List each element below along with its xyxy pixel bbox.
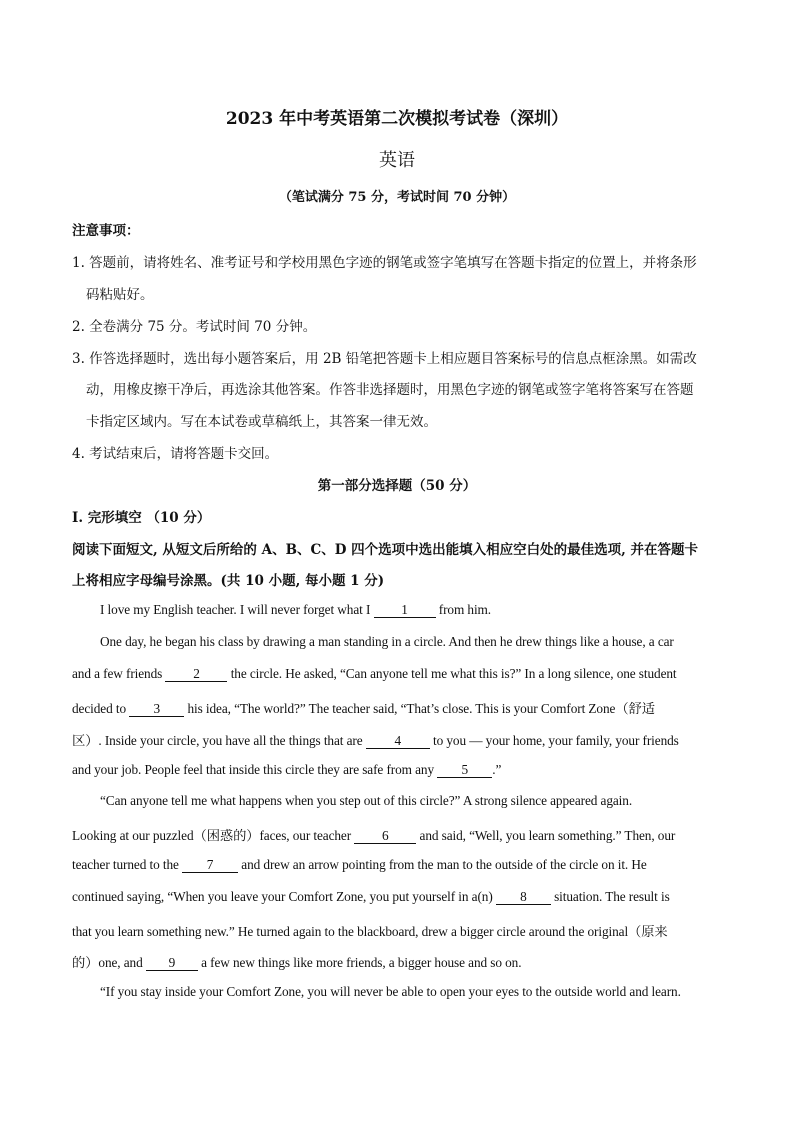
passage-line: 的）one, and 9 a few new things like more friends, a bigger house and so on. — [72, 955, 522, 970]
score-time-note: （笔试满分 75 分，考试时间 70 分钟） — [278, 190, 516, 205]
notice-item-3-cont: 动，用橡皮擦干净后，再选涂其他答案。作答非选择题时，用黑色字迹的钢笔或签字笔将答案写在答题 — [86, 382, 694, 398]
passage-line: 区）. Inside your circle, you have all the things that are 4 to you — your home, your family, your friends — [72, 733, 679, 748]
notice-item-4: 4. 考试结束后，请将答题卡交回。 — [72, 446, 279, 462]
passage-line: and your job. People feel that inside this circle they are safe from any 5 .” — [72, 762, 502, 777]
notice-item-2: 2. 全卷满分 75 分。考试时间 70 分钟。 — [72, 319, 317, 335]
passage-line: continued saying, “When you leave your Comfort Zone, you put yourself in a(n) 8 situation. The result is — [72, 889, 670, 904]
blank-6: 6 — [354, 829, 416, 844]
notice-item-3-cont2: 卡指定区域内。写在本试卷或草稿纸上，其答案一律无效。 — [86, 414, 437, 430]
blank-5: 5 — [437, 763, 492, 778]
passage-line: Looking at our puzzled（困惑的）faces, our teacher 6 and said, “Well, you learn something.” Then, our — [72, 828, 676, 843]
blank-1: 1 — [374, 603, 436, 618]
notice-heading: 注意事项： — [72, 223, 140, 239]
blank-9: 9 — [146, 956, 198, 971]
blank-3: 3 — [129, 702, 184, 717]
notice-item-1-cont: 码粘贴好。 — [86, 287, 154, 303]
passage-line: I love my English teacher. I will never forget what I 1 from him. — [100, 602, 492, 617]
passage-line: “Can anyone tell me what happens when you step out of this circle?” A strong silence appeared again. — [100, 793, 633, 808]
exam-title: 2023 年中考英语第二次模拟考试卷（深圳） — [225, 109, 569, 129]
part-title: I. 完形填空 （10 分） — [72, 510, 211, 526]
passage-line: that you learn something new.” He turned again to the blackboard, drew a bigger circle around the original（原来 — [72, 924, 668, 939]
passage-line: “If you stay inside your Comfort Zone, you will never be able to open your eyes to the outside world and learn. — [100, 984, 681, 999]
instructions-line-1: 阅读下面短文, 从短文后所给的 A、B、C、D 四个选项中选出能填入相应空白处的最佳选项, 并在答题卡 — [72, 542, 699, 558]
passage-line: teacher turned to the 7 and drew an arrow pointing from the man to the outside of the circle on it. He — [72, 857, 647, 872]
blank-8: 8 — [496, 890, 551, 905]
blank-7: 7 — [182, 858, 238, 873]
blank-2: 2 — [165, 667, 227, 682]
passage-line: decided to 3 his idea, “The world?” The teacher said, “That’s close. This is your Comfort Zone（舒适 — [72, 701, 655, 716]
blank-4: 4 — [366, 734, 430, 749]
notice-item-1: 1. 答题前，请将姓名、准考证号和学校用黑色字迹的钢笔或签字笔填写在答题卡指定的位置上，并将条形 — [72, 255, 697, 271]
passage-line: One day, he began his class by drawing a man standing in a circle. And then he drew things like a house, a car — [100, 634, 674, 649]
instructions-line-2: 上将相应字母编号涂黑。(共 10 小题, 每小题 1 分) — [72, 573, 385, 589]
notice-item-3: 3. 作答选择题时，选出每小题答案后，用 2B 铅笔把答题卡上相应题目答案标号的信息点框涂黑。如需改 — [72, 351, 697, 367]
passage-line: and a few friends 2 the circle. He asked, “Can anyone tell me what this is?” In a long silence, one student — [72, 666, 677, 681]
section-title: 第一部分选择题（50 分） — [317, 478, 477, 494]
subject-label: 英语 — [379, 150, 415, 171]
